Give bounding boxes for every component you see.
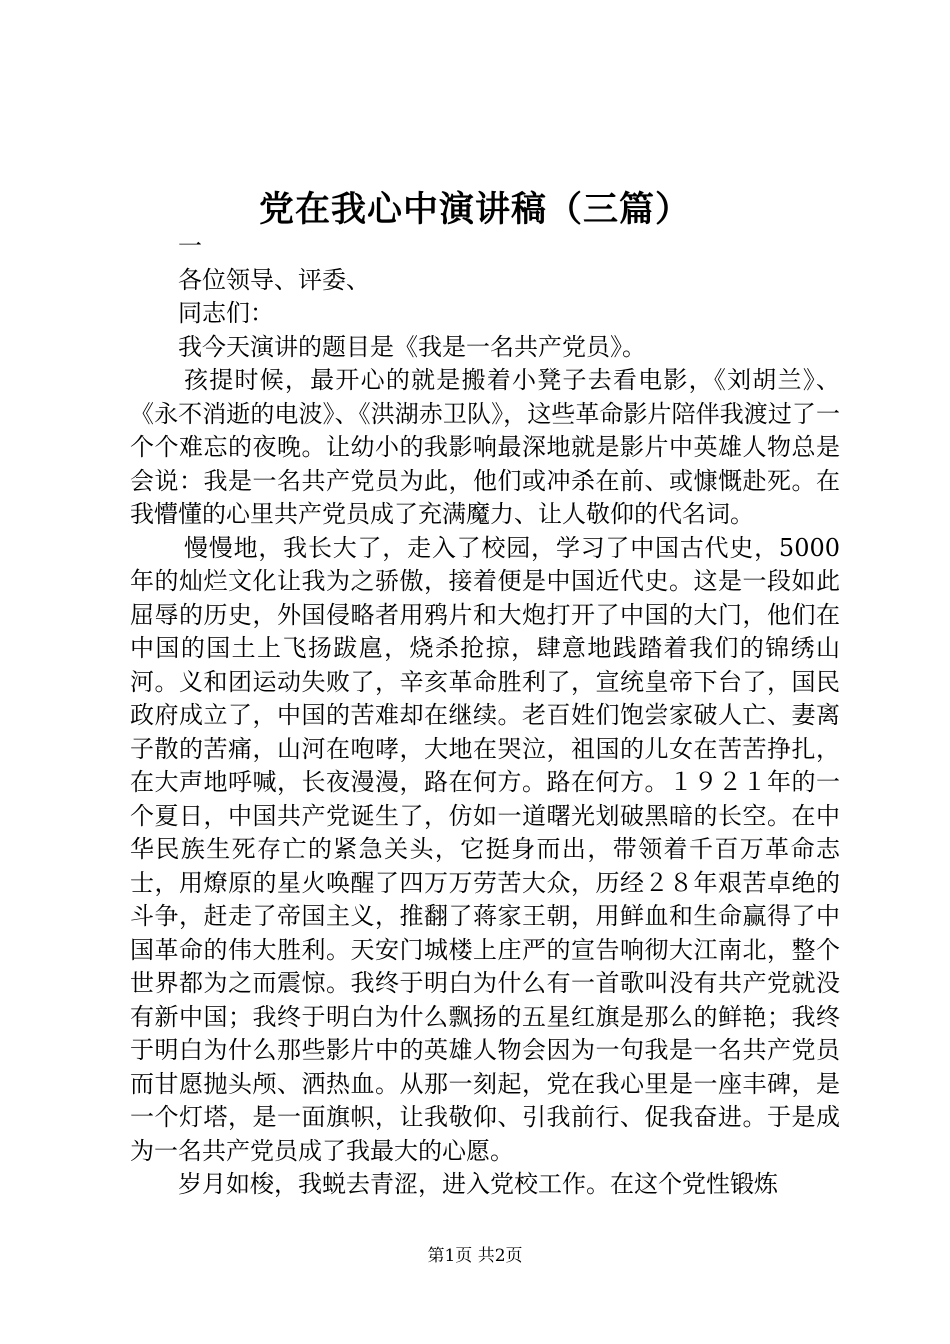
- greeting-line-1: 各位领导、评委、: [178, 265, 370, 294]
- body-paragraph-1: 孩提时候，最开心的就是搬着小凳子去看电影，《刘胡兰》、《永不消逝的电波》、《洪湖赤卫队》，这些革命影片陪伴我渡过了一个个难忘的夜晚。让幼小的我影响最深地就是影片中英雄人物总是会说：我是一名共产党员为此，他们或冲杀在前、或慷慨赴死。在我懵懂的心里共产党员成了充满魔力、让人敬仰的代名词。: [130, 366, 840, 528]
- body-paragraph-2: 慢慢地，我长大了，走入了校园，学习了中国古代史，5000年的灿烂文化让我为之骄傲，接着便是中国近代史。这是一段如此屈辱的历史，外国侵略者用鸦片和大炮打开了中国的大门，他们在中国的国土上飞扬跋扈，烧杀抢掠，肆意地践踏着我们的锦绣山河。义和团运动失败了，辛亥革命胜利了，宣统皇帝下台了，国民政府成立了，中国的苦难却在继续。老百姓们饱尝家破人亡、妻离子散的苦痛，山河在咆哮，大地在哭泣，祖国的儿女在苦苦挣扎，在大声地呼喊，长夜漫漫，路在何方。路在何方。１９２１年的一个夏日，中国共产党诞生了，仿如一道曙光划破黑暗的长空。在中华民族生死存亡的紧急关头，它挺身而出，带领着千百万革命志士，用燎原的星火唤醒了四万万劳苦大众，历经２８年艰苦卓绝的斗争，赶走了帝国主义，推翻了蒋家王朝，用鲜血和生命赢得了中国革命的伟大胜利。天安门城楼上庄严的宣告响彻大江南北，整个世界都为之而震惊。我终于明白为什么有一首歌叫没有共产党就没有新中国；我终于明白为什么飘扬的五星红旗是那么的鲜艳；我终于明白为什么那些影片中的英雄人物会因为一句我是一名共产党员而甘愿抛头颅、洒热血。从那一刻起，党在我心里是一座丰碑，是一个灯塔，是一面旗帜，让我敬仰、引我前行、促我奋进。于是成为一名共产党员成了我最大的心愿。: [130, 533, 840, 1165]
- section-number: 一: [178, 232, 202, 260]
- body-paragraph-3: 岁月如梭，我蜕去青涩，进入党校工作。在这个党性锻炼: [178, 1170, 778, 1198]
- greeting-line-2: 同志们：: [178, 299, 274, 327]
- document-body: [130, 230, 840, 1202]
- document-title: 党在我心中演讲稿（三篇）: [258, 189, 691, 230]
- intro-paragraph: 我今天演讲的题目是《我是一名共产党员》。: [178, 332, 646, 361]
- page-footer: 第1页 共2页: [427, 1246, 523, 1266]
